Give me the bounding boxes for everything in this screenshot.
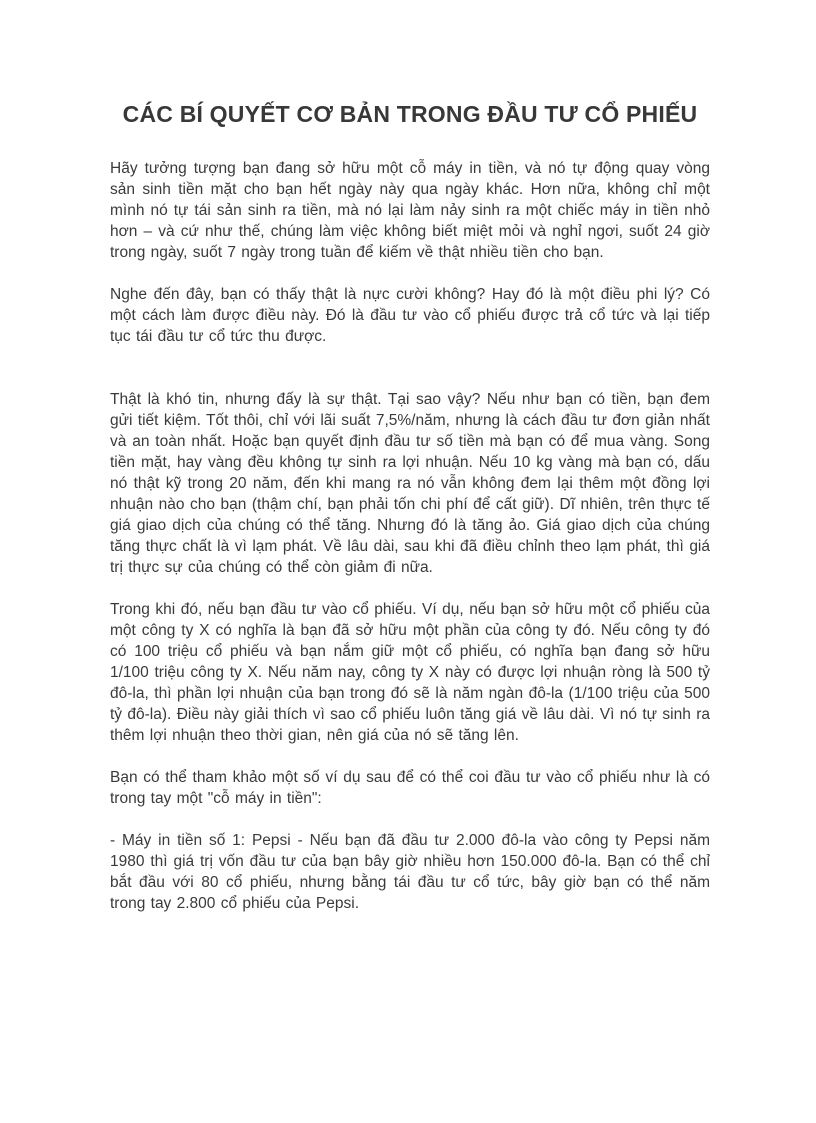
paragraph-stock-ownership-example: Trong khi đó, nếu bạn đầu tư vào cổ phiếu. Ví dụ, nếu bạn sở hữu một cổ phiếu của một công ty X có nghĩa là bạn đã sở hữu một phần của công ty đó. Nếu công ty đó có 100 triệu cổ phiếu và bạn nắm giữ một cổ phiếu, có nghĩa bạn đang sở hữu 1/100 triệu công ty X. Nếu năm nay, công ty X này có được lợi nhuận ròng là 500 tỷ đô-la, thì phần lợi nhuận của bạn trong đó sẽ là năm ngàn đô-la (1/100 triệu của 500 tỷ đô-la). Điều này giải thích vì sao cổ phiếu luôn tăng giá về lâu dài. Vì nó tự sinh ra thêm lợi nhuận theo thời gian, nên giá của nó sẽ tăng lên. — [110, 600, 710, 744]
paragraph-money-machine-1-pepsi: - Máy in tiền số 1: Pepsi - Nếu bạn đã đầu tư 2.000 đô-la vào công ty Pepsi năm 1980 thì giá trị vốn đầu tư của bạn bây giờ nhiều hơn 150.000 đô-la. Bạn có thể chỉ bắt đầu với 80 cổ phiếu, nhưng bằng tái đầu tư cổ tức, bây giờ bạn có thể năm trong tay 2.800 cổ phiếu của Pepsi. — [110, 831, 710, 912]
paragraph-savings-gold-comparison: Thật là khó tin, nhưng đấy là sự thật. Tại sao vậy? Nếu như bạn có tiền, bạn đem gửi tiết kiệm. Tốt thôi, chỉ với lãi suất 7,5%/năm, nhưng là cách đầu tư đơn giản nhất và an toàn nhất. Hoặc bạn quyết định đầu tư số tiền mà bạn có để mua vàng. Song tiền mặt, hay vàng đều không tự sinh ra lợi nhuận. Nếu 10 kg vàng mà bạn có, dấu nó thật kỹ trong 20 năm, đến khi mang ra nó vẫn không đem lại thêm một đồng lợi nhuận nào cho bạn (thậm chí, bạn phải tốn chi phí để cất giữ). Dĩ nhiên, trên thực tế giá giao dịch của chúng có thể tăng. Nhưng đó là tăng ảo. Giá giao dịch của chúng tăng thực chất là vì lạm phát. Về lâu dài, sau khi đã điều chỉnh theo lạm phát, thì giá trị thực sự của chúng có thể còn giảm đi nữa. — [110, 390, 710, 576]
paragraph-intro-money-machine: Hãy tưởng tượng bạn đang sở hữu một cỗ máy in tiền, và nó tự động quay vòng sản sinh tiền mặt cho bạn hết ngày này qua ngày khác. Hơn nữa, không chỉ một mình nó tự tái sản sinh ra tiền, mà nó lại làm nảy sinh ra một chiếc máy in tiền nhỏ hơn – và cứ như thế, chúng làm việc không biết miệt mỏi và nghỉ ngơi, suốt 24 giờ trong ngày, suốt 7 ngày trong tuần để kiếm về thật nhiều tiền cho bạn. — [110, 159, 710, 261]
document-title: CÁC BÍ QUYẾT CƠ BẢN TRONG ĐẦU TƯ CỔ PHIẾU — [122, 101, 698, 127]
paragraph-examples-lead-in: Bạn có thể tham khảo một số ví dụ sau để có thể coi đầu tư vào cổ phiếu như là có trong tay một "cỗ máy in tiền": — [110, 768, 710, 807]
paragraph-dividend-reinvest: Nghe đến đây, bạn có thấy thật là nực cười không? Hay đó là một điều phi lý? Có một cách làm được điều này. Đó là đầu tư vào cổ phiếu được trả cổ tức và lại tiếp tục tái đầu tư cổ tức thu được. — [110, 285, 710, 345]
